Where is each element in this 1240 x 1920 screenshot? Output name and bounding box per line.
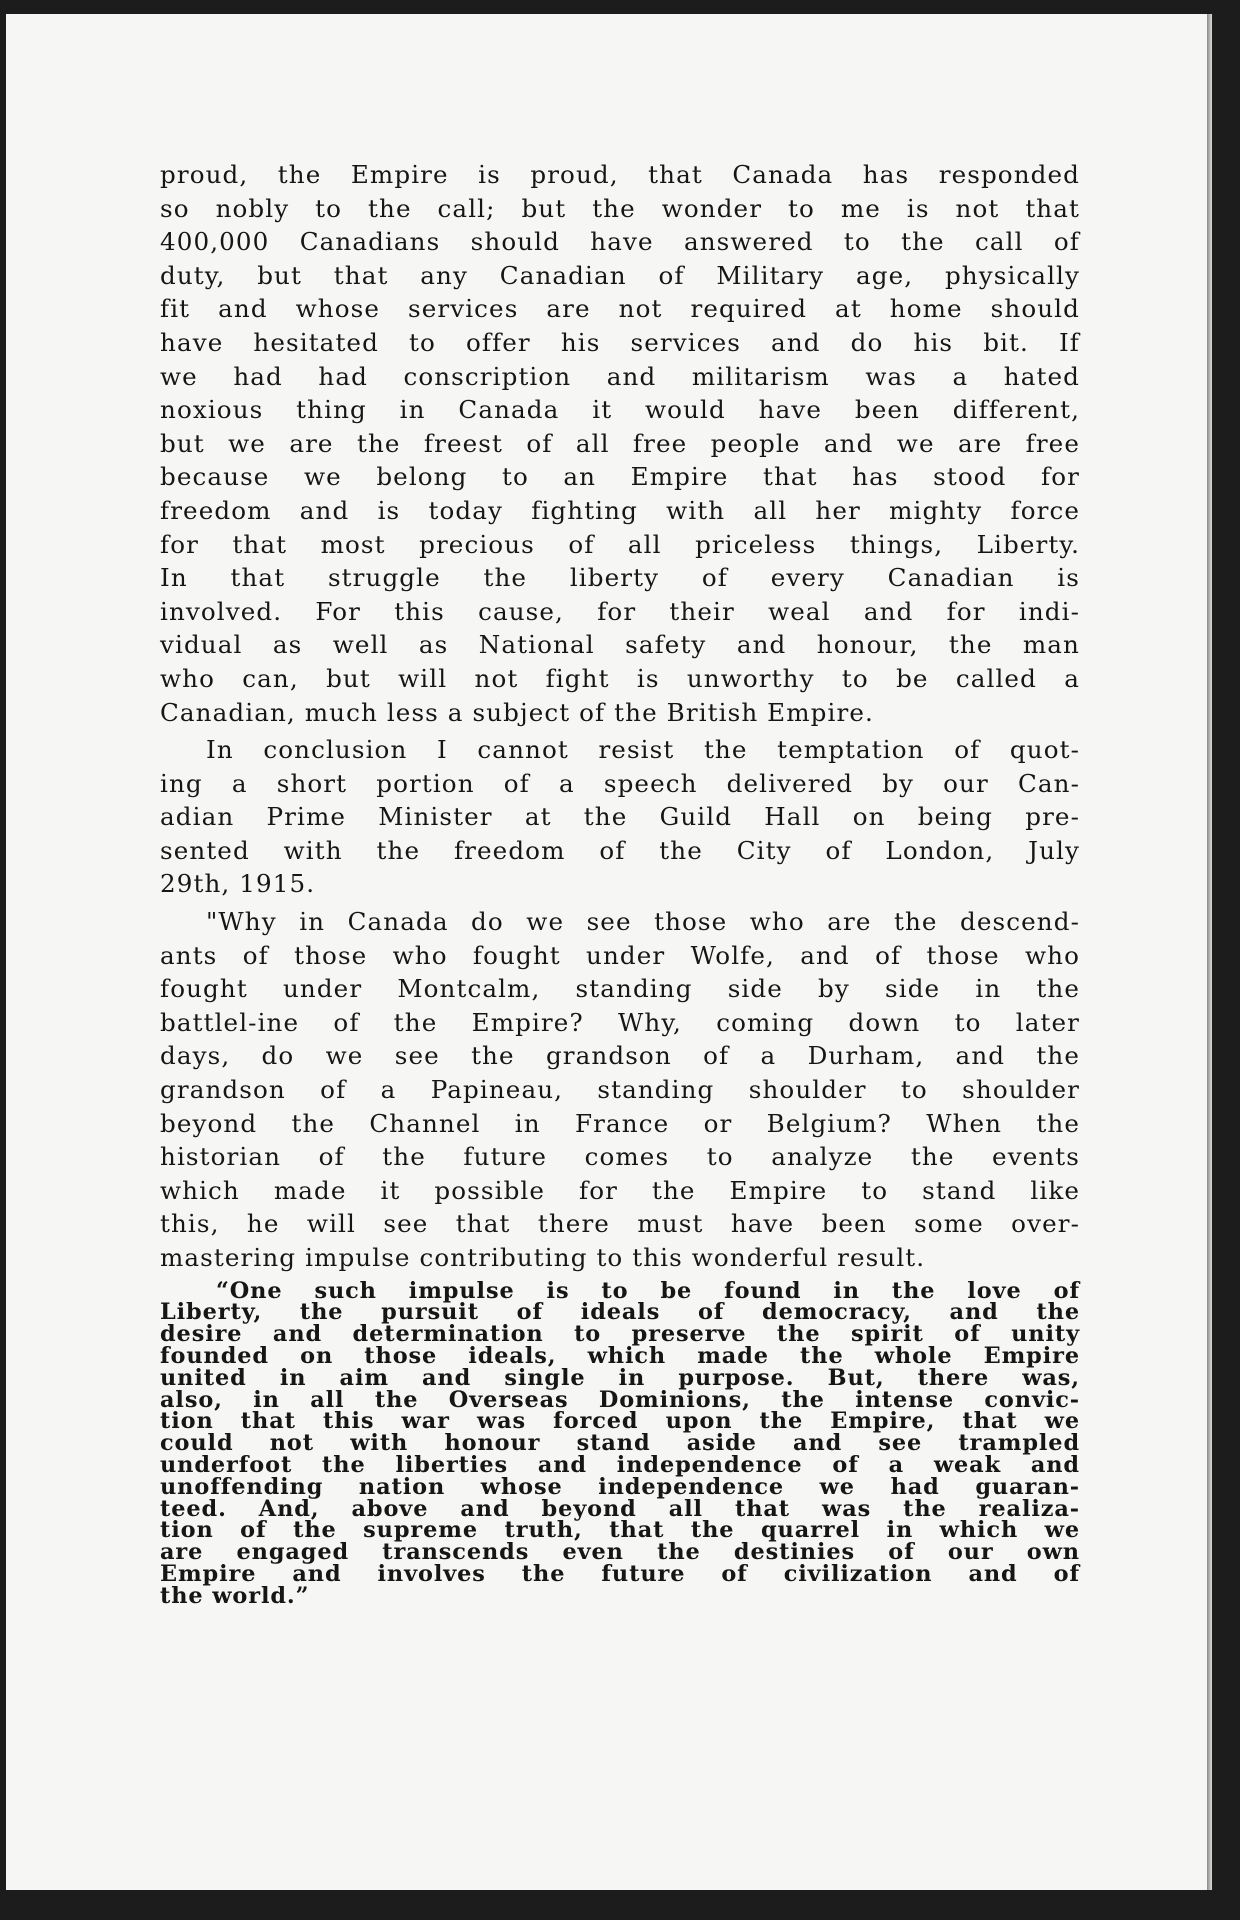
text-line: unoffending nation whose independence we had guaran- xyxy=(160,1473,1080,1500)
text-line: duty, but that any Canadian of Military age, physically xyxy=(160,260,1080,290)
text-line: could not with honour stand aside and see trampled xyxy=(160,1430,1080,1457)
text-line: who can, but will not fight is unworthy to be called a xyxy=(160,663,1080,693)
text-line: sented with the freedom of the City of London, July xyxy=(160,835,1080,865)
text-line: Liberty, the pursuit of ideals of democracy, and the xyxy=(160,1299,1080,1326)
text-line: fit and whose services are not required at home should xyxy=(160,294,1080,324)
text-line: are engaged transcends even the destinies of our own xyxy=(160,1539,1080,1566)
text-line: noxious thing in Canada it would have been different, xyxy=(160,395,1080,425)
text-line: which made it possible for the Empire to stand like xyxy=(160,1175,1080,1205)
text-line: In that struggle the liberty of every Canadian is xyxy=(160,563,1080,593)
text-line: In conclusion I cannot resist the temptation of quot- xyxy=(206,735,1080,765)
text-line: tion that this war was forced upon the Empire, that we xyxy=(160,1408,1080,1435)
text-line: desire and determination to preserve the spirit of unity xyxy=(160,1321,1080,1348)
page-edge xyxy=(1207,14,1212,1890)
page-text xyxy=(160,158,1080,1608)
text-line: grandson of a Papineau, standing shoulder to shoulder xyxy=(160,1075,1080,1105)
text-line: underfoot the liberties and independence of a weak and xyxy=(160,1451,1080,1478)
text-line: united in aim and single in purpose. But, there was, xyxy=(160,1364,1080,1391)
text-line: so nobly to the call; but the wonder to me is not that xyxy=(160,193,1080,223)
paragraph xyxy=(160,158,1080,729)
text-line: battlel-ine of the Empire? Why, coming down to later xyxy=(160,1007,1080,1037)
text-line: fought under Montcalm, standing side by side in the xyxy=(160,974,1080,1004)
text-line: because we belong to an Empire that has stood for xyxy=(160,462,1080,492)
text-line: vidual as well as National safety and honour, the man xyxy=(160,630,1080,660)
text-line: "Why in Canada do we see those who are the descend- xyxy=(206,907,1080,937)
text-line: ing a short portion of a speech delivered by our Can- xyxy=(160,768,1080,798)
text-line: the world.” xyxy=(160,1582,310,1609)
text-line: this, he will see that there must have been some over- xyxy=(160,1209,1080,1239)
paragraph xyxy=(160,905,1080,1275)
text-line: mastering impulse contributing to this wonderful result. xyxy=(160,1243,926,1272)
text-line: we had had conscription and militarism was a hated xyxy=(160,361,1080,391)
text-line: “One such impulse is to be found in the love of xyxy=(216,1277,1080,1304)
text-line: ants of those who fought under Wolfe, and of those who xyxy=(160,940,1080,970)
text-line: have hesitated to offer his services and do his bit. If xyxy=(160,327,1080,357)
text-line: founded on those ideals, which made the whole Empire xyxy=(160,1342,1080,1369)
text-line: but we are the freest of all free people and we are free xyxy=(160,428,1080,458)
text-line: 400,000 Canadians should have answered to the call of xyxy=(160,227,1080,257)
text-line: Canadian, much less a subject of the British Empire. xyxy=(160,697,874,727)
text-line: adian Prime Minister at the Guild Hall on being pre- xyxy=(160,802,1080,832)
text-line: also, in all the Overseas Dominions, the intense convic- xyxy=(160,1386,1080,1413)
text-line: freedom and is today fighting with all her mighty force xyxy=(160,495,1080,525)
text-line: tion of the supreme truth, that the quarrel in which we xyxy=(160,1517,1080,1544)
text-line: Empire and involves the future of civilization and of xyxy=(160,1560,1080,1587)
text-line: involved. For this cause, for their weal and for indi- xyxy=(160,596,1080,626)
text-line: 29th, 1915. xyxy=(160,869,316,899)
paragraph xyxy=(160,733,1080,901)
text-line: historian of the future comes to analyze the events xyxy=(160,1142,1080,1172)
text-line: teed. And, above and beyond all that was the realiza- xyxy=(160,1495,1080,1522)
text-line: beyond the Channel in France or Belgium? When the xyxy=(160,1108,1080,1138)
text-line: for that most precious of all priceless things, Liberty. xyxy=(160,529,1080,559)
text-line: proud, the Empire is proud, that Canada has responded xyxy=(160,160,1080,189)
quoted-paragraph xyxy=(160,1277,1080,1609)
text-line: days, do we see the grandson of a Durham, and the xyxy=(160,1041,1080,1071)
